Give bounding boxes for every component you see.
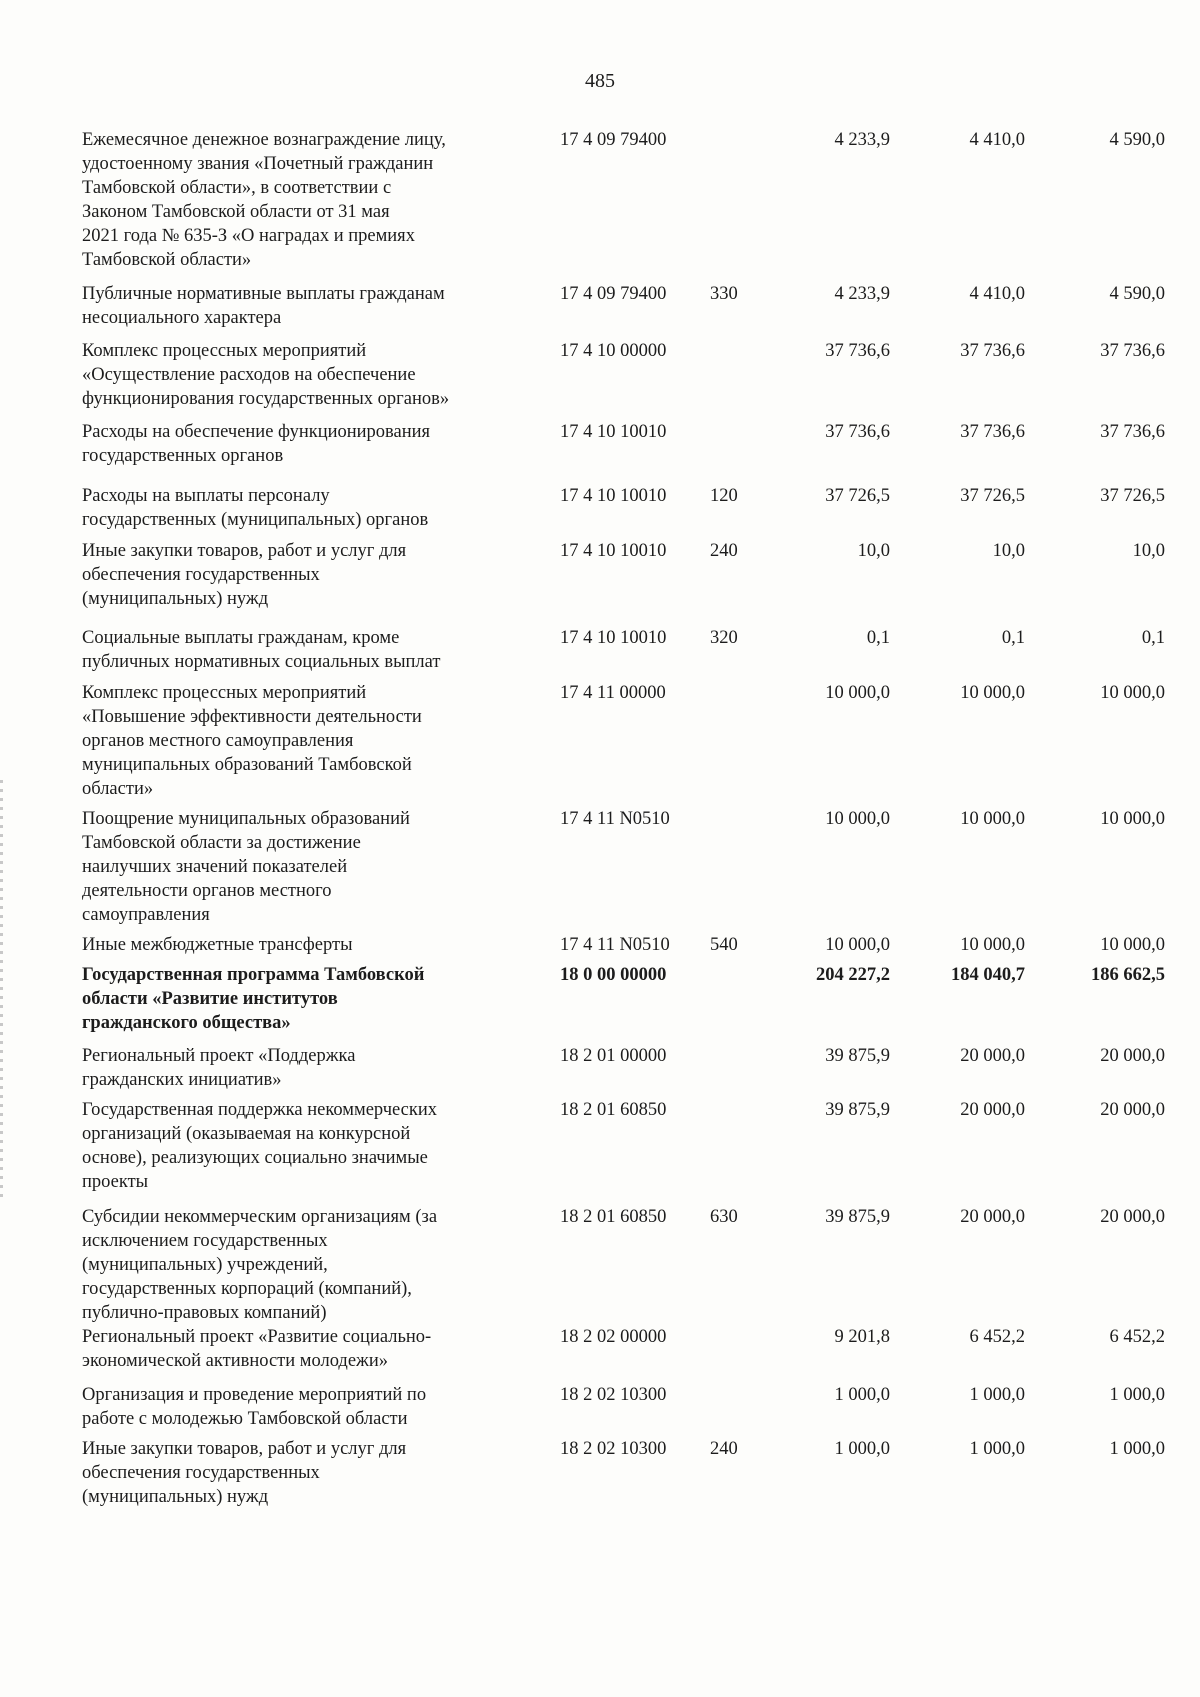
row-expense-type: 240 [710,1439,738,1459]
row-name: Государственная поддержка некоммерческих организаций (оказываемая на конкурсной основе), реализующих социально значимые проекты [82,1100,438,1192]
row-value-3: 20 000,0 [1100,1046,1165,1066]
row-value-1: 39 875,9 [825,1100,890,1120]
row-name: Иные межбюджетные трансферты [82,935,353,955]
row-name: Расходы на выплаты персоналу государственных (муниципальных) органов [82,486,429,530]
row-code: 17 4 11 N0510 [560,809,670,829]
row-value-3: 4 590,0 [1109,130,1165,150]
row-value-1: 10 000,0 [825,809,890,829]
row-value-2: 10 000,0 [960,935,1025,955]
row-value-1: 204 227,2 [816,965,890,985]
row-name: Иные закупки товаров, работ и услуг для обеспечения государственных (муниципальных) нужд [82,1439,407,1507]
row-value-1: 4 233,9 [834,130,890,150]
row-value-3: 37 736,6 [1100,422,1165,442]
row-value-2: 4 410,0 [969,284,1025,304]
row-value-2: 37 736,6 [960,422,1025,442]
row-expense-type: 540 [710,935,738,955]
row-value-2: 6 452,2 [969,1327,1025,1347]
row-expense-type: 330 [710,284,738,304]
row-value-1: 9 201,8 [834,1327,890,1347]
row-value-3: 37 726,5 [1100,486,1165,506]
row-name: Региональный проект «Развитие социально- экономической активности молодежи» [82,1327,432,1371]
row-expense-type: 120 [710,486,738,506]
row-value-1: 37 726,5 [825,486,890,506]
row-value-2: 20 000,0 [960,1207,1025,1227]
row-value-3: 4 590,0 [1109,284,1165,304]
row-value-3: 0,1 [1141,628,1165,648]
row-name: Публичные нормативные выплаты гражданам несоциального характера [82,284,445,328]
row-code: 17 4 10 00000 [560,341,667,361]
row-value-3: 186 662,5 [1091,965,1165,985]
row-code: 18 2 01 00000 [560,1046,667,1066]
row-code: 18 2 01 60850 [560,1100,667,1120]
row-value-1: 39 875,9 [825,1207,890,1227]
row-code: 17 4 10 10010 [560,422,667,442]
row-value-1: 10 000,0 [825,935,890,955]
row-name: Расходы на обеспечение функционирования государственных органов [82,422,431,466]
row-name: Иные закупки товаров, работ и услуг для обеспечения государственных (муниципальных) нужд [82,541,407,609]
row-value-3: 20 000,0 [1100,1100,1165,1120]
row-value-2: 1 000,0 [969,1439,1025,1459]
row-value-3: 10 000,0 [1100,935,1165,955]
row-value-3: 10 000,0 [1100,683,1165,703]
row-value-2: 20 000,0 [960,1046,1025,1066]
row-value-2: 10 000,0 [960,683,1025,703]
row-name: Социальные выплаты гражданам, кроме публичных нормативных социальных выплат [82,628,441,672]
row-value-1: 10,0 [857,541,890,561]
row-value-3: 10 000,0 [1100,809,1165,829]
row-value-1: 1 000,0 [834,1385,890,1405]
row-value-3: 1 000,0 [1109,1385,1165,1405]
row-value-2: 4 410,0 [969,130,1025,150]
row-code: 18 2 02 10300 [560,1385,667,1405]
row-value-2: 20 000,0 [960,1100,1025,1120]
row-value-1: 37 736,6 [825,341,890,361]
row-value-2: 37 736,6 [960,341,1025,361]
row-value-1: 39 875,9 [825,1046,890,1066]
row-code: 18 2 01 60850 [560,1207,667,1227]
page-number: 485 [585,70,615,92]
row-value-1: 4 233,9 [834,284,890,304]
row-expense-type: 240 [710,541,738,561]
row-value-2: 0,1 [1001,628,1025,648]
row-value-1: 0,1 [866,628,890,648]
row-value-2: 37 726,5 [960,486,1025,506]
row-value-1: 10 000,0 [825,683,890,703]
row-value-1: 37 736,6 [825,422,890,442]
row-value-2: 184 040,7 [951,965,1025,985]
row-code: 17 4 10 10010 [560,486,667,506]
row-name: Комплекс процессных мероприятий «Осуществление расходов на обеспечение функционирования государственных органов» [82,341,450,409]
row-name: Субсидии некоммерческим организациям (за исключением государственных (муниципальных) учреждений, государственных корпораций (компаний), публично-правовых компаний) [82,1207,438,1323]
row-code: 18 2 02 10300 [560,1439,667,1459]
row-value-2: 1 000,0 [969,1385,1025,1405]
row-value-2: 10,0 [992,541,1025,561]
row-value-3: 10,0 [1132,541,1165,561]
row-name: Поощрение муниципальных образований Тамбовской области за достижение наилучших значений показателей деятельности органов местного самоуправления [82,809,410,925]
row-name: Ежемесячное денежное вознаграждение лицу, удостоенному звания «Почетный гражданин Тамбовской области», в соответствии с Законом Тамбовской области от 31 мая 2021 года № 635-З «О наградах и премиях Тамбовской области» [82,130,446,270]
row-code: 17 4 09 79400 [560,130,667,150]
row-code: 17 4 10 10010 [560,541,667,561]
row-value-3: 20 000,0 [1100,1207,1165,1227]
row-expense-type: 630 [710,1207,738,1227]
row-code: 17 4 11 00000 [560,683,666,703]
row-value-1: 1 000,0 [834,1439,890,1459]
row-code: 18 0 00 00000 [560,965,667,985]
row-name: Государственная программа Тамбовской области «Развитие институтов гражданского общества» [82,965,425,1033]
row-value-2: 10 000,0 [960,809,1025,829]
row-code: 18 2 02 00000 [560,1327,667,1347]
row-code: 17 4 11 N0510 [560,935,670,955]
row-expense-type: 320 [710,628,738,648]
row-name: Организация и проведение мероприятий по работе с молодежью Тамбовской области [82,1385,427,1429]
row-name: Региональный проект «Поддержка гражданских инициатив» [82,1046,356,1090]
row-name: Комплекс процессных мероприятий «Повышение эффективности деятельности органов местного самоуправления муниципальных образований Тамбовской области» [82,683,422,799]
row-value-3: 1 000,0 [1109,1439,1165,1459]
row-value-3: 37 736,6 [1100,341,1165,361]
row-code: 17 4 10 10010 [560,628,667,648]
row-code: 17 4 09 79400 [560,284,667,304]
row-value-3: 6 452,2 [1109,1327,1165,1347]
